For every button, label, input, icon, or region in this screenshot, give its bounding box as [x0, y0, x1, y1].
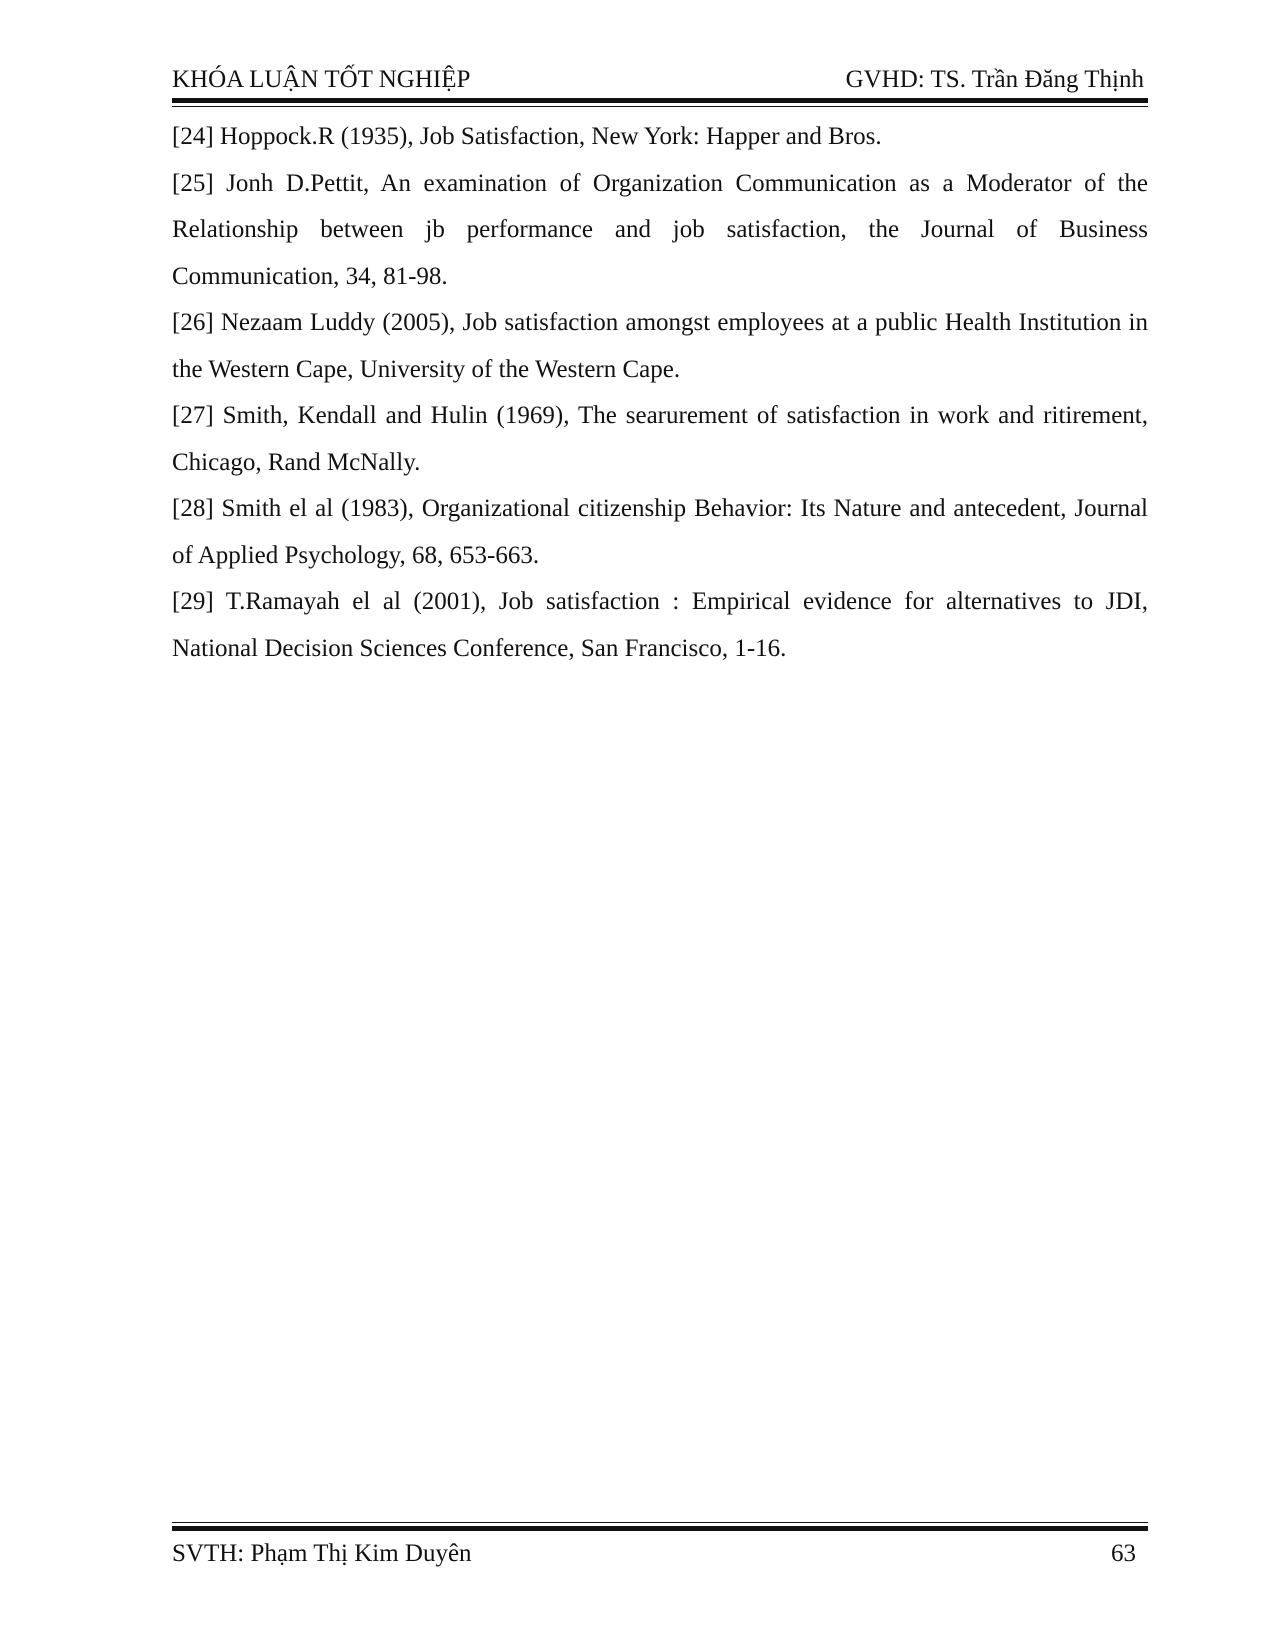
header-rule-thick: [172, 98, 1148, 103]
page-header: [172, 64, 1144, 96]
thesis-title: KHÓA LUẬN TỐT NGHIỆP: [172, 66, 471, 93]
reference-26: [26] Nezaam Luddy (2005), Job satisfaction amongst employees at a public Health Institution in the Western Cape, University of the Western Cape.: [172, 309, 1148, 383]
reference-list: [172, 114, 1148, 672]
reference-27: [27] Smith, Kendall and Hulin (1969), The searurement of satisfaction in work and ritirement, Chicago, Rand McNally.: [172, 402, 1148, 476]
header-rule-thin: [172, 106, 1148, 107]
advisor-name: GVHD: TS. Trần Đăng Thịnh: [845, 66, 1144, 93]
reference-28: [28] Smith el al (1983), Organizational citizenship Behavior: Its Nature and antecedent, Journal of Applied Psychology, 68, 653-663.: [172, 495, 1148, 569]
footer-rule-thick: [172, 1526, 1148, 1531]
page-footer: [172, 1538, 1144, 1570]
student-name: SVTH: Phạm Thị Kim Duyên: [172, 1540, 472, 1567]
reference-24: [24] Hoppock.R (1935), Job Satisfaction, New York: Happer and Bros.: [172, 123, 882, 150]
page-number: 63: [1111, 1540, 1136, 1567]
reference-29: [29] T.Ramayah el al (2001), Job satisfaction : Empirical evidence for alternatives to JDI, National Decision Sciences Conference, San Francisco, 1-16.: [172, 588, 1148, 662]
footer-rule-thin: [172, 1522, 1148, 1523]
reference-25: [25] Jonh D.Pettit, An examination of Organization Communication as a Moderator of the Relationship between jb performance and job satisfaction, the Journal of Business Communication, 34, 81-98.: [172, 169, 1148, 290]
